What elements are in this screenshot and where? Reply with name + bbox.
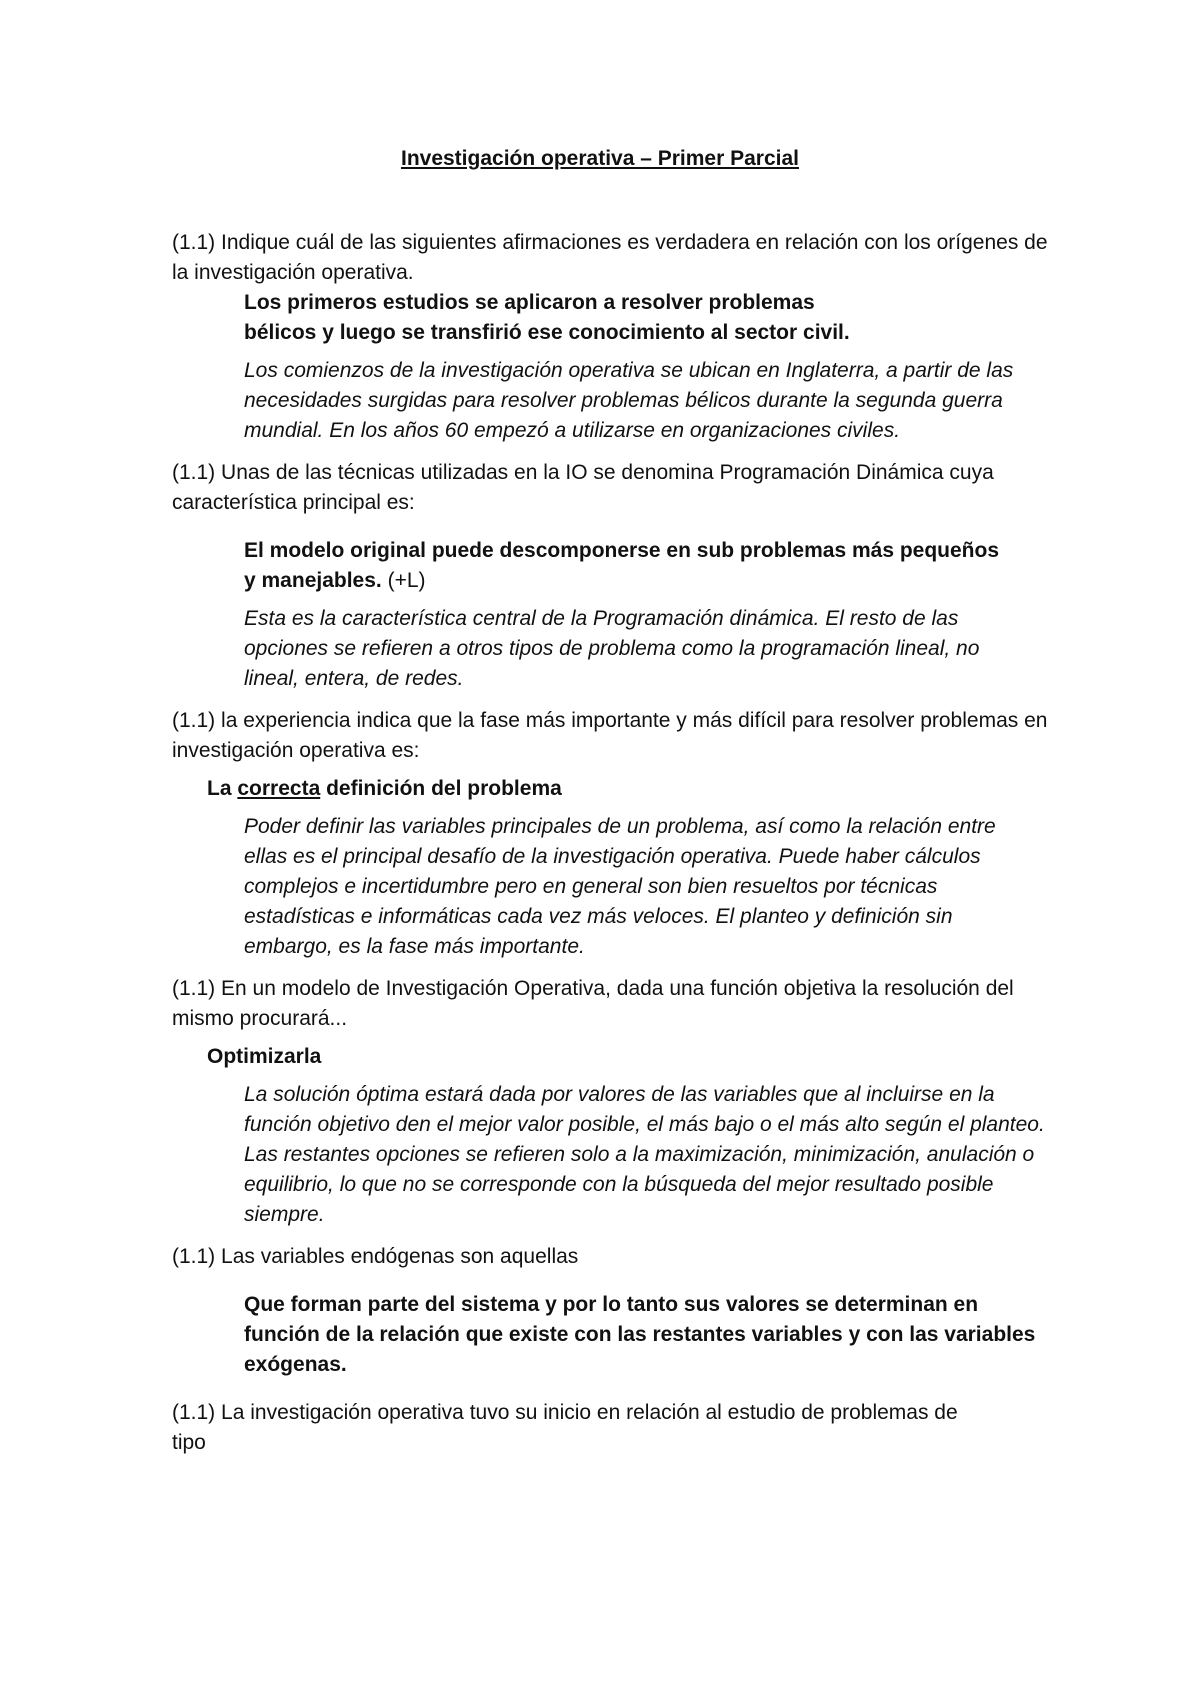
question-text: Indique cuál de las siguientes afirmaciones es verdadera en relación con los orígenes de la investigación operativa. <box>172 231 1048 284</box>
answer-4: Optimizarla <box>207 1045 322 1068</box>
explanation-1: Los comienzos de la investigación operativa se ubican en Inglaterra, a partir de las necesidades surgidas para resolver problemas bélicos durante la segunda guerra mundial. En los años 60 empezó a utilizarse en organizaciones civiles. <box>244 359 1014 442</box>
explanation-2: Esta es la característica central de la Programación dinámica. El resto de las opciones se refieren a otros tipos de problema como la programación lineal, no lineal, entera, de redes. <box>244 607 980 690</box>
answer-3 <box>172 774 1052 804</box>
answer-underlined: correcta <box>237 777 321 800</box>
answer-5: Que forman parte del sistema y por lo tanto sus valores se determinan en función de la relación que existe con las restantes variables y con las variables exógenas. <box>244 1293 1036 1376</box>
explanation-3: Poder definir las variables principales de un problema, así como la relación entre ellas es el principal desafío de la investigación operativa. Puede haber cálculos complejos e incertidumbre pero en general son bien resueltos por técnicas estadísticas e informáticas cada vez más veloces. El planteo y definición sin embargo, es la fase más importante. <box>244 815 996 958</box>
question-4 <box>172 974 1052 1034</box>
question-text: La investigación operativa tuvo su inicio en relación al estudio de problemas de tipo <box>172 1401 958 1454</box>
answer-prefix: La <box>207 777 232 800</box>
question-text: la experiencia indica que la fase más importante y más difícil para resolver problemas en investigación operativa es: <box>172 709 1048 762</box>
question-6 <box>172 1398 972 1458</box>
answer-text: El modelo original puede descomponerse en sub problemas más pequeños y manejables. <box>244 539 1000 592</box>
question-text: En un modelo de Investigación Operativa, dada una función objetiva la resolución del mismo procurará... <box>172 977 1014 1030</box>
question-3 <box>172 706 1052 766</box>
question-text: Unas de las técnicas utilizadas en la IO se denomina Programación Dinámica cuya característica principal es: <box>172 461 994 514</box>
question-number: (1.1) <box>172 709 216 732</box>
question-1 <box>172 228 1052 288</box>
question-2 <box>172 458 1052 518</box>
explanation-4: La solución óptima estará dada por valores de las variables que al incluirse en la función objetivo den el mejor valor posible, el más bajo o el más alto según el planteo. Las restantes opciones se refieren solo a la maximización, minimización, anulación o equilibrio, lo que no se corresponde con la búsqueda del mejor resultado posible siempre. <box>244 1083 1045 1226</box>
answer-1: Los primeros estudios se aplicaron a resolver problemas bélicos y luego se transfirió ese conocimiento al sector civil. <box>244 291 850 344</box>
question-number: (1.1) <box>172 1245 216 1268</box>
question-5 <box>172 1242 1052 1272</box>
answer-suffix: definición del problema <box>326 777 562 800</box>
question-number: (1.1) <box>172 231 216 254</box>
answer-2 <box>172 536 1004 596</box>
question-text: Las variables endógenas son aquellas <box>221 1245 579 1268</box>
question-number: (1.1) <box>172 977 216 1000</box>
answer-note: (+L) <box>387 569 426 592</box>
document-title: Investigación operativa – Primer Parcial <box>400 147 799 170</box>
question-number: (1.1) <box>172 461 216 484</box>
question-number: (1.1) <box>172 1401 216 1424</box>
document-body <box>172 228 1052 1458</box>
